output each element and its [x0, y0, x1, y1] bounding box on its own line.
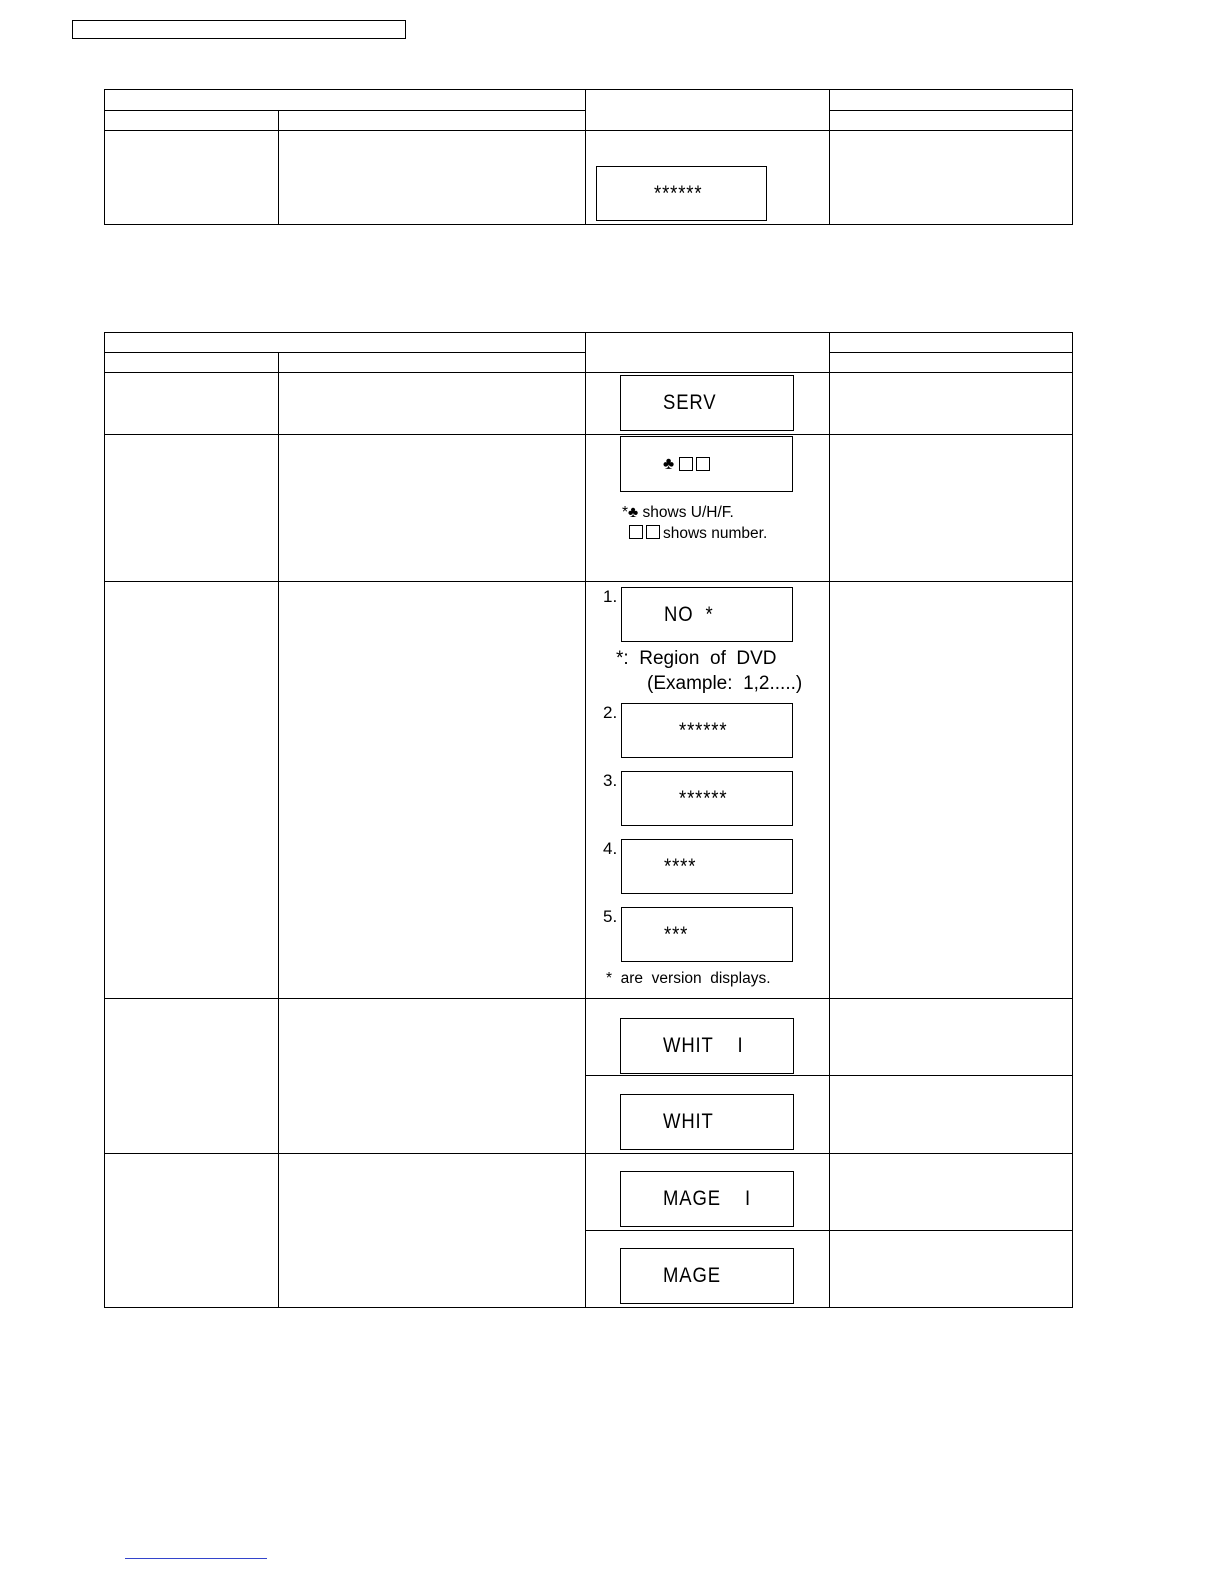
version-lcd — [621, 839, 793, 894]
t1-header-left — [105, 90, 586, 111]
t1-subheader-2 — [279, 111, 586, 131]
code-lcd — [620, 436, 793, 492]
mage-row-col1 — [105, 1154, 279, 1308]
version-row-display-cell — [586, 582, 830, 999]
t1-row-col2 — [279, 131, 586, 225]
serv-lcd-text: SERV — [663, 391, 717, 414]
code-row-col2 — [279, 435, 586, 582]
lcd-text: ****** — [653, 181, 703, 205]
mage-display-cell-2 — [586, 1231, 830, 1308]
t1-header-display — [586, 90, 830, 131]
version-index: 5. — [603, 907, 618, 926]
digit-box-icon — [696, 457, 710, 471]
version-index: 1. — [603, 587, 618, 606]
whit-row-col4-2 — [830, 1076, 1073, 1154]
serv-row-col1 — [105, 373, 279, 435]
version-row-col4 — [830, 582, 1073, 999]
version-lcd — [621, 703, 793, 758]
serv-lcd — [620, 375, 794, 431]
t1-row-col4 — [830, 131, 1073, 225]
table-1 — [104, 89, 1073, 225]
t1-row-display-cell — [586, 131, 830, 225]
serv-row-col4 — [830, 373, 1073, 435]
whit-lcd-1 — [620, 1018, 794, 1074]
t1-subheader-1 — [105, 111, 279, 131]
mage-row-col4-2 — [830, 1231, 1073, 1308]
region-note-2: (Example: 1,2.....) — [647, 673, 803, 694]
region-note-1: *: Region of DVD — [616, 648, 777, 669]
serv-row-display-cell — [586, 373, 830, 435]
t2-header-display — [586, 333, 830, 373]
version-index: 3. — [603, 771, 618, 790]
mage-lcd-2 — [620, 1248, 794, 1304]
version-row-col2 — [279, 582, 586, 999]
code-row-display-cell — [586, 435, 830, 582]
t2-subheader-1 — [105, 353, 279, 373]
mage-lcd-text-2: MAGE — [663, 1264, 721, 1287]
mage-lcd-1 — [620, 1171, 794, 1227]
whit-row-col1 — [105, 999, 279, 1154]
mage-row-col2 — [279, 1154, 586, 1308]
version-lcd-text: ****** — [679, 718, 728, 742]
club-icon: ♣ — [663, 454, 676, 473]
version-lcd — [621, 587, 793, 642]
t2-header-right — [830, 333, 1073, 353]
version-lcd-text: NO * — [664, 602, 714, 626]
mage-lcd-text-1: MAGE I — [663, 1187, 752, 1210]
version-lcd-text: ****** — [679, 786, 728, 810]
version-lcd — [621, 771, 793, 826]
t1-row-col1 — [105, 131, 279, 225]
version-note: * are version displays. — [606, 970, 771, 987]
digit-box-icon — [629, 525, 643, 539]
version-lcd — [621, 907, 793, 962]
version-row-col1 — [105, 582, 279, 999]
code-row-col4 — [830, 435, 1073, 582]
code-note-1: *♣ shows U/H/F. — [622, 504, 734, 521]
table-2 — [104, 332, 1073, 1308]
t2-header-left — [105, 333, 586, 353]
version-index: 2. — [603, 703, 618, 722]
header-box — [72, 20, 406, 39]
serv-row-col2 — [279, 373, 586, 435]
whit-row-col2 — [279, 999, 586, 1154]
whit-lcd-2 — [620, 1094, 794, 1150]
mage-display-cell-1 — [586, 1154, 830, 1231]
digit-box-icon — [679, 457, 693, 471]
version-lcd-text: **** — [664, 854, 697, 878]
footer-link[interactable] — [125, 1558, 267, 1559]
t2-subheader-4 — [830, 353, 1073, 373]
whit-row-col4-1 — [830, 999, 1073, 1076]
t1-subheader-4 — [830, 111, 1073, 131]
code-row-col1 — [105, 435, 279, 582]
code-note-2-text: shows number. — [663, 525, 768, 542]
mage-row-col4-1 — [830, 1154, 1073, 1231]
version-index: 4. — [603, 839, 618, 858]
whit-display-cell-1 — [586, 999, 830, 1076]
whit-display-cell-2 — [586, 1076, 830, 1154]
t2-subheader-2 — [279, 353, 586, 373]
whit-lcd-text-2: WHIT — [663, 1110, 714, 1133]
digit-box-icon — [646, 525, 660, 539]
t1-header-right — [830, 90, 1073, 111]
code-note-2 — [629, 523, 767, 544]
whit-lcd-text-1: WHIT I — [663, 1034, 744, 1057]
lcd-display — [596, 166, 767, 221]
version-lcd-text: *** — [664, 922, 689, 946]
